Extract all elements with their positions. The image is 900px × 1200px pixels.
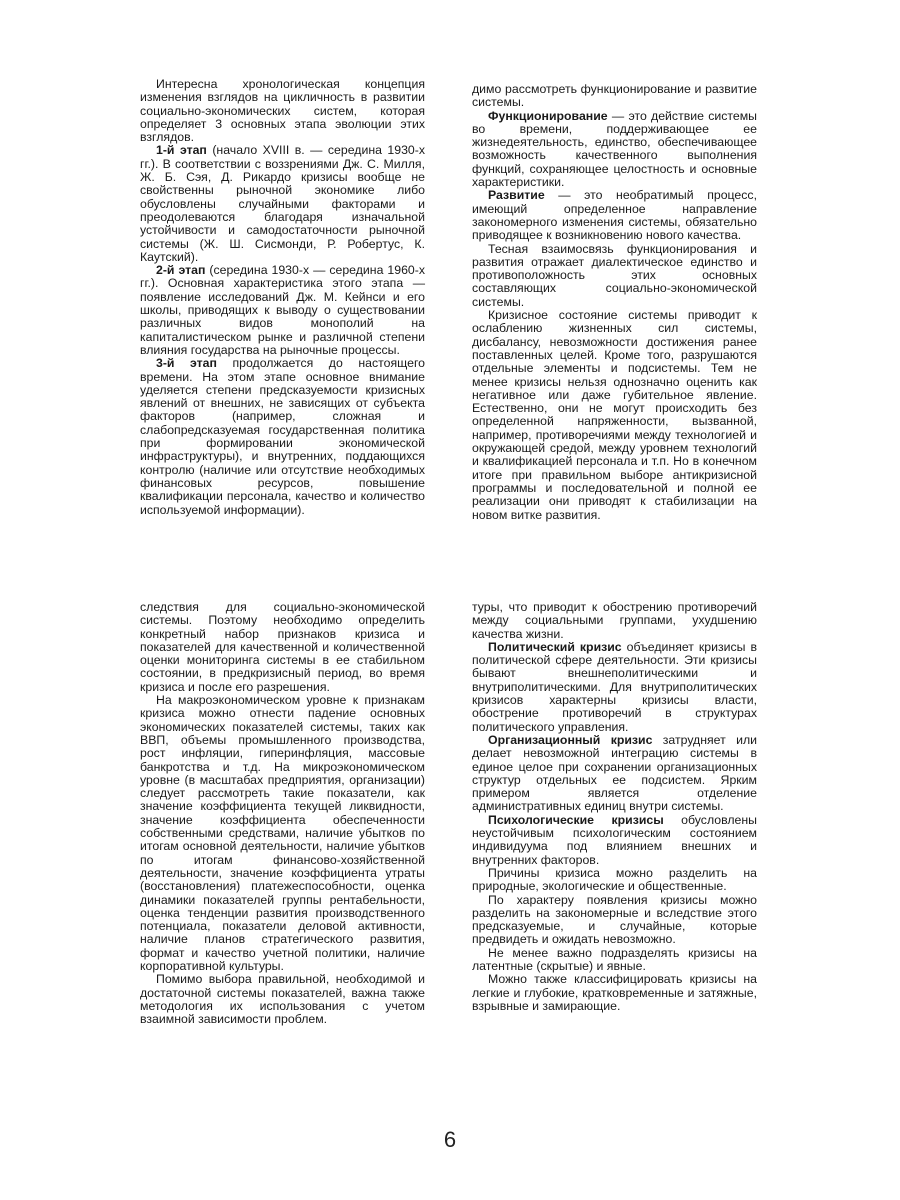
paragraph	[472, 243, 757, 309]
paragraph	[140, 694, 425, 973]
paragraph	[472, 110, 757, 190]
paragraph-text: На макроэкономическом уровне к признакам кризиса можно отнести падение основных экономических показателей системы, таких как ВВП, объемы промышленного производства, рост инфляции, гиперинфляция, массовые банкротства и т.д. На микроэкономическом уровне (в масштабах предприятия, организации) следует рассмотреть такие показатели, как значение коэффициента текущей ликвидности, значение коэффициента обеспеченности собственными средствами, наличие убытков по итогам основной деятельности, наличие убытков по итогам финансово-хозяйственной деятельности, значение коэффициента утраты (восстановления) платежеспособности, оценка динамики показателей группы рентабельности, оценка тенденции развития производственного потенциала, показатели деловой активности, наличие планов стратегического развития, формат и качество учетной политики, наличие корпоративной культуры.	[140, 693, 425, 974]
paragraph	[472, 309, 757, 522]
paragraph-text: обусловлены неустойчивым психологическим состоянием индивидуума под влиянием внешних и внутренних факторов.	[472, 812, 757, 867]
paragraph	[472, 894, 757, 947]
paragraph	[472, 601, 757, 641]
paragraph-text: затрудняет или делает невозможной интеграцию системы в единое целое при сохранении организационных структур отдельных ее подсистем. Ярким примером является отделение административных единиц внутри системы.	[472, 732, 757, 814]
paragraph-text: — это действие системы во времени, поддерживающее ее жизнедеятельность, единство, обеспечивающее возможность качественного выполнения функций, сохраняющее целостность и основные характеристики.	[472, 108, 757, 190]
paragraph-text: объединяет кризисы в политической сфере деятельности. Эти кризисы бывают внешнеполитическими и внутриполитическими. Для внутриполитических кризисов характерны кризисы власти, обострение противоречий в структурах политического управления.	[472, 639, 758, 734]
paragraph-text: Кризисное состояние системы приводит к ослаблению жизненных сил системы, дисбалансу, невозможности достижения ранее поставленных целей. Кроме того, разрушаются отдельные элементы и подсистемы. Тем не менее кризисы нельзя однозначно оценить как негативное или даже губительное явление. Естественно, они не могут происходить без определенной напряженности, вызванной, например, противоречиями между технологией и окружающей средой, между уровнем технологий и квалификацией персонала и т.п. Но в конечном итоге при правильном выборе антикризисной программы и последовательной и полной ее реализации они приводят к стабилизации на новом витке развития.	[472, 308, 757, 522]
paragraph	[140, 264, 425, 357]
page-number: 6	[443, 1127, 457, 1152]
paragraph	[472, 189, 757, 242]
paragraph-text: Можно также классифицировать кризисы на легкие и глубокие, кратковременные и затяжные, взрывные и замирающие.	[472, 972, 757, 1013]
term-heading: Организационный кризис	[488, 732, 653, 747]
term-heading: 3-й этап	[156, 356, 217, 371]
column-bottom-left	[140, 601, 425, 1027]
paragraph	[472, 641, 757, 734]
paragraph-text: продолжается до настоящего времени. На этом этапе основное внимание уделяется степени предсказуемости кризисных явлений от внешних, не зависящих от субъекта факторов (например, сложная и слабопредсказуемая государственная политика при формировании экономической инфраструктуры), и внутренних, поддающихся контролю (наличие или отсутствие необходимых финансовых ресурсов, повышение квалификации персонала, качество и количество используемой информации).	[140, 356, 425, 517]
term-heading: Функционирование	[488, 108, 608, 123]
paragraph	[472, 734, 757, 814]
paragraph	[140, 78, 425, 144]
paragraph-text: — это необратимый процесс, имеющий определенное направление закономерного изменения системы, обязательно приводящее к возникновению нового качества.	[472, 188, 757, 243]
paragraph-text: Помимо выбора правильной, необходимой и достаточной системы показателей, важна также методология их использования с учетом взаимной зависимости проблем.	[140, 972, 425, 1027]
column-bottom-right	[472, 601, 757, 1013]
paragraph	[140, 144, 425, 264]
term-heading: Психологические кризисы	[488, 812, 664, 827]
paragraph-text: Не менее важно подразделять кризисы на латентные (скрытые) и явные.	[472, 945, 757, 974]
paragraph	[472, 947, 757, 974]
paragraph-text: туры, что приводит к обострению противоречий между социальными группами, ухудшению качества жизни.	[472, 600, 757, 641]
column-top-left	[140, 78, 425, 517]
paragraph	[472, 83, 757, 110]
term-heading: Политический кризис	[488, 639, 622, 654]
paragraph-text: Причины кризиса можно разделить на природные, экологические и общественные.	[472, 865, 757, 894]
paragraph-text: (середина 1930-х — середина 1960-х гг.). Основная характеристика этого этапа — появление исследований Дж. М. Кейнси и его школы, приводящих к выводу о существовании различных видов монополий на капиталистическом рынке и различной степени влияния государства на рыночные процессы.	[140, 263, 426, 357]
paragraph-text: Тесная взаимосвязь функционирования и развития отражает диалектическое единство и противоположность этих основных составляющих социально-экономической системы.	[472, 241, 757, 309]
paragraph-text: димо рассмотреть функционирование и развитие системы.	[472, 82, 757, 110]
term-heading: 1-й этап	[156, 143, 207, 158]
term-heading: Развитие	[488, 188, 545, 203]
paragraph	[472, 867, 757, 894]
paragraph	[140, 973, 425, 1026]
paragraph-text: (начало XVIII в. — середина 1930-х гг.). В соответствии с воззрениями Дж. С. Милля, Ж. Б. Сэя, Д. Рикардо кризисы вообще не свойственны рыночной экономике либо обусловлены случайными факторами и преодолеваются благодаря изначальной устойчивости и самодостаточности рыночной системы (Ж. Ш. Сисмонди, Р. Робертус, К. Каутский).	[140, 143, 426, 264]
paragraph-text: следствия для социально-экономической системы. Поэтому необходимо определить конкретный набор признаков кризиса и показателей для качественной и количественной оценки мониторинга системы в ее стабильном состоянии, в предкризисный период, во время кризиса и после его разрешения.	[140, 600, 425, 694]
paragraph-text: По характеру появления кризисы можно разделить на закономерные и вследствие этого предсказуемые, и случайные, которые предвидеть и ожидать невозможно.	[472, 892, 757, 947]
paragraph	[472, 814, 757, 867]
column-top-right	[472, 83, 757, 522]
paragraph	[140, 357, 425, 517]
paragraph	[472, 973, 757, 1013]
paragraph	[140, 601, 425, 694]
term-heading: 2-й этап	[156, 263, 206, 278]
paragraph-text: Интересна хронологическая концепция изменения взглядов на цикличность в развитии социально-экономических систем, которая определяет 3 основных этапа эволюции этих взглядов.	[140, 77, 425, 145]
